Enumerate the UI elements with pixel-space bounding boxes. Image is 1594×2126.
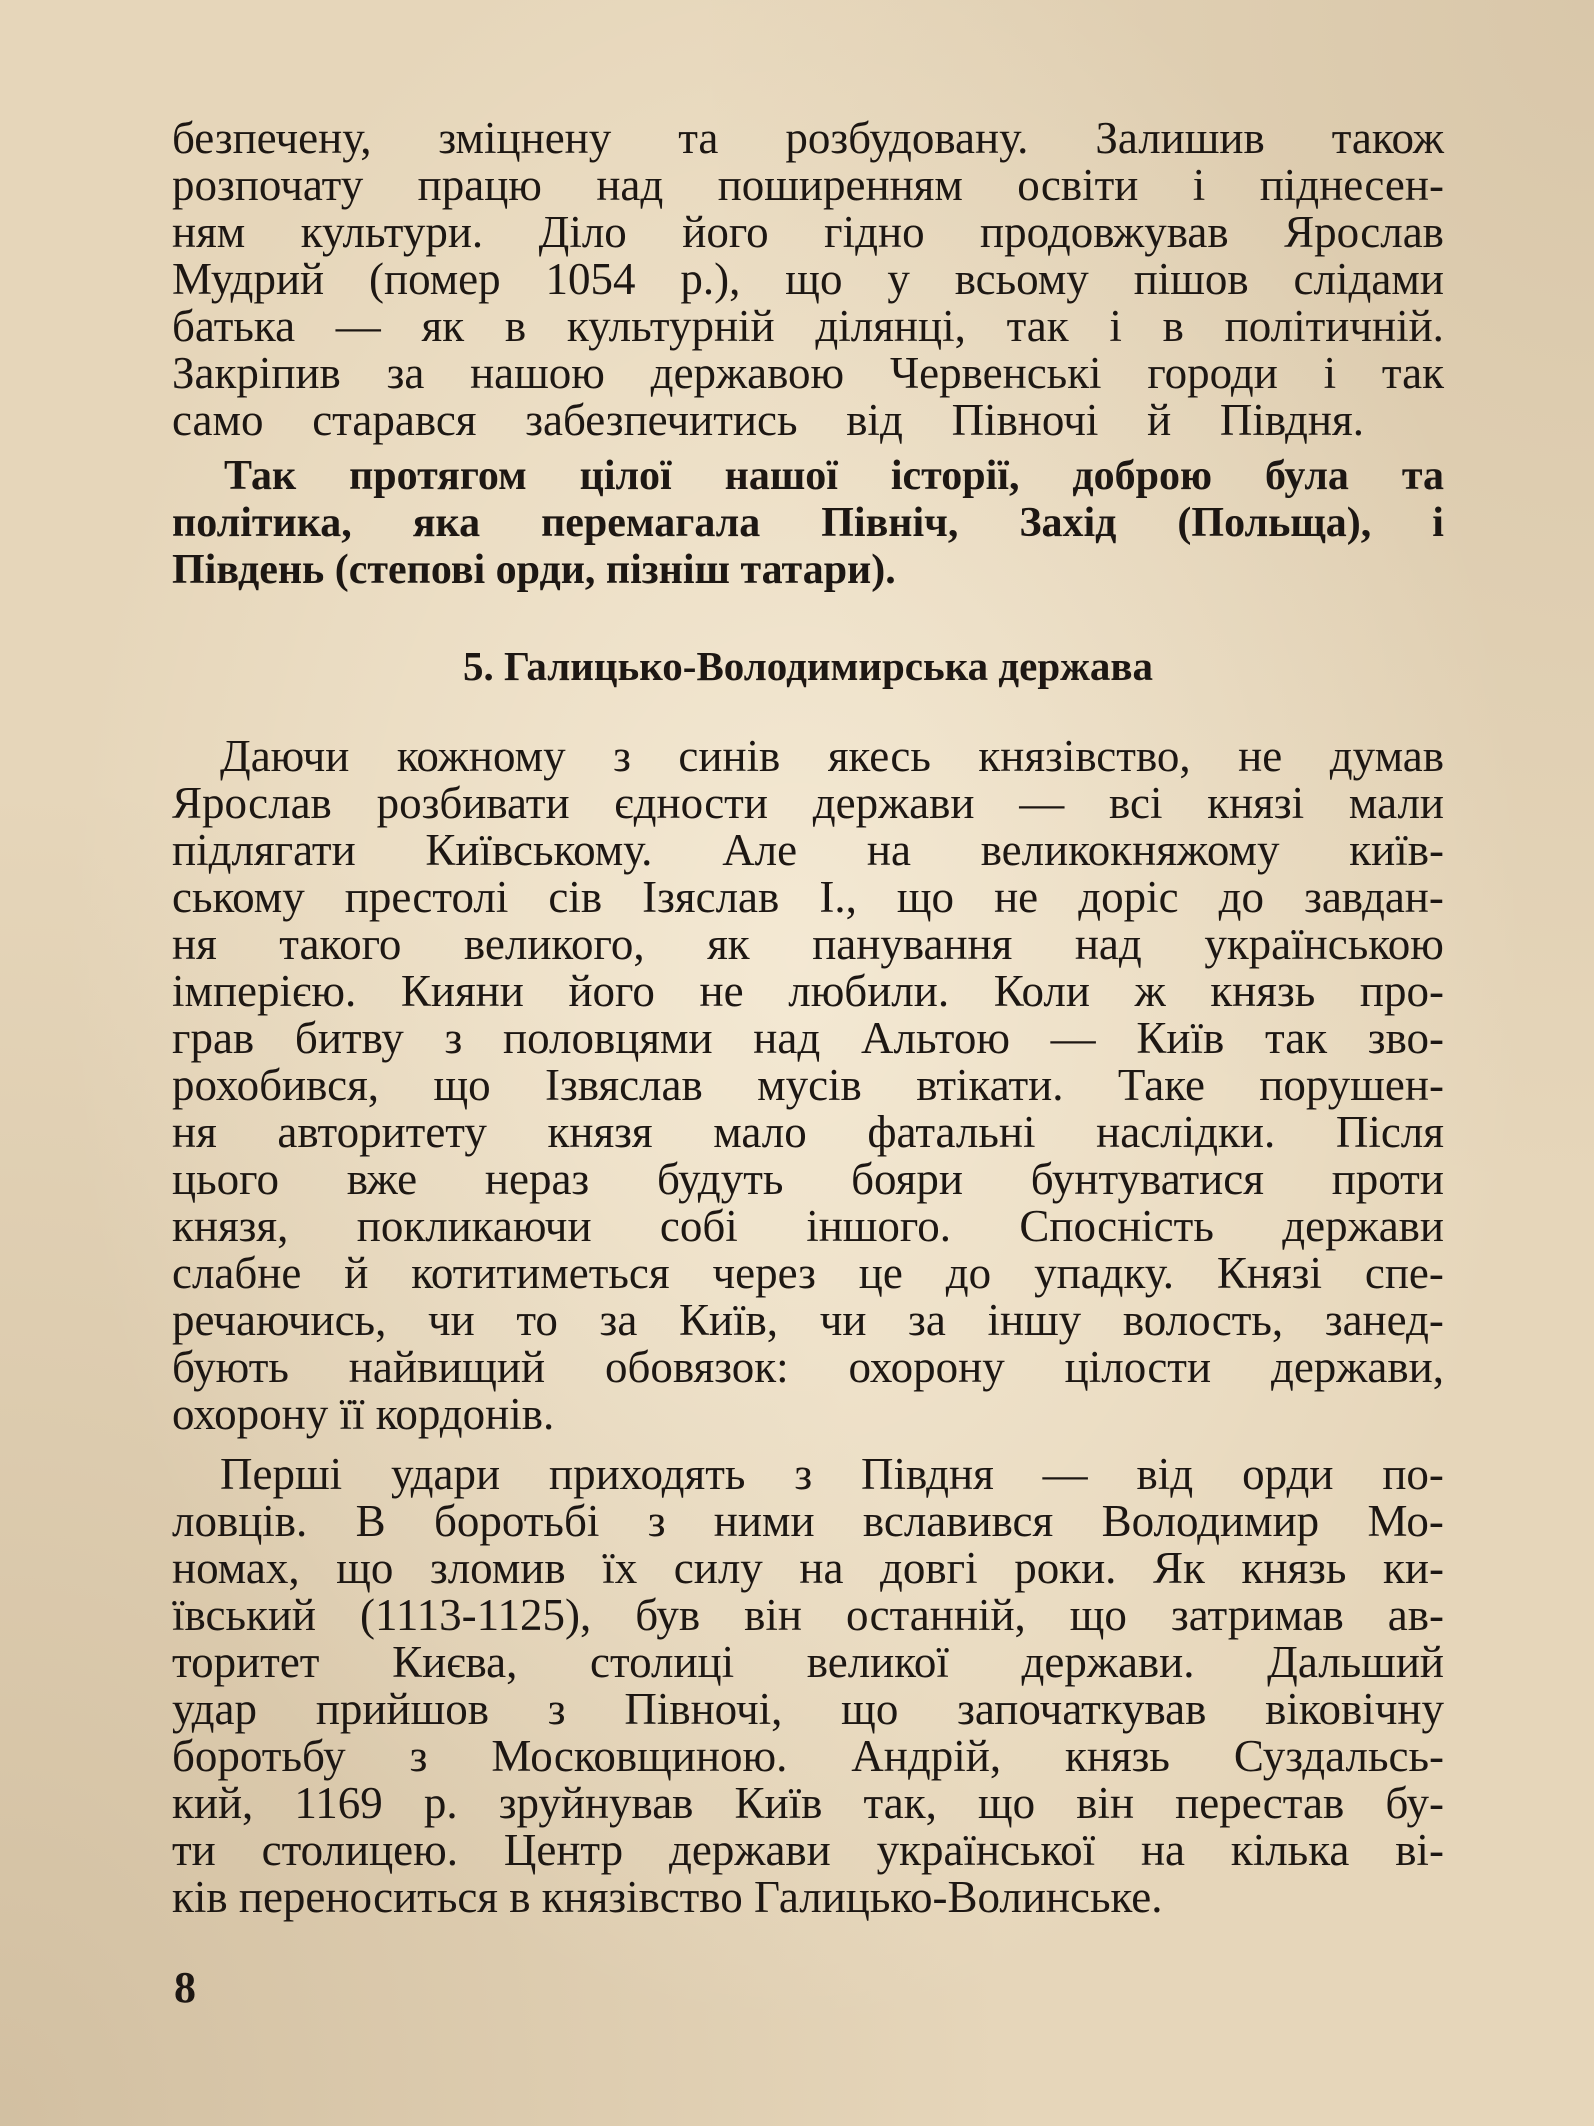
word: це xyxy=(858,1248,903,1298)
word: з xyxy=(613,731,631,781)
word: Києва, xyxy=(392,1637,518,1687)
word: ві- xyxy=(1395,1825,1444,1875)
word: розбудовану. xyxy=(785,113,1029,163)
word: великої xyxy=(806,1637,949,1687)
word: завдан- xyxy=(1304,872,1444,922)
word: мали xyxy=(1348,778,1444,828)
word: всьому xyxy=(954,254,1089,304)
word: прийшов xyxy=(315,1684,489,1734)
word: освіти xyxy=(1017,160,1139,210)
word: фатальні xyxy=(867,1107,1036,1157)
word: всі xyxy=(1109,778,1163,828)
word: обовязок: xyxy=(604,1342,789,1392)
word: нераз xyxy=(484,1154,590,1204)
text-line xyxy=(172,453,1444,500)
word: єдности xyxy=(614,778,768,828)
word: приходять xyxy=(549,1449,746,1499)
word: охорону xyxy=(848,1342,1005,1392)
word: великого, xyxy=(463,919,645,969)
text-line xyxy=(172,1780,1444,1827)
word: князівство, xyxy=(978,731,1191,781)
word: волость, xyxy=(1122,1295,1284,1345)
word: він xyxy=(1076,1778,1135,1828)
word: що xyxy=(1069,1590,1127,1640)
word: на xyxy=(866,825,911,875)
word: та xyxy=(1401,453,1444,499)
text-line xyxy=(172,350,1444,397)
word: чи xyxy=(819,1295,867,1345)
word: ними xyxy=(713,1496,815,1546)
word: Центр xyxy=(503,1825,624,1875)
text-line xyxy=(172,1639,1444,1686)
word: престолі xyxy=(344,872,509,922)
text-line xyxy=(172,500,1444,547)
word: в xyxy=(504,301,527,351)
word: й xyxy=(1147,395,1172,445)
text-line xyxy=(172,209,1444,256)
text-line xyxy=(172,1344,1444,1391)
word: що xyxy=(841,1684,899,1734)
word: роки. xyxy=(1014,1543,1117,1593)
word: цього xyxy=(172,1154,279,1204)
word: що xyxy=(896,872,955,922)
word: над xyxy=(753,1013,821,1063)
word: Залишив xyxy=(1095,113,1265,163)
word: Ярослав xyxy=(1284,207,1444,257)
word: так, xyxy=(863,1778,937,1828)
word: ловців. xyxy=(172,1496,308,1546)
word: державою xyxy=(650,348,845,398)
word: з xyxy=(444,1013,463,1063)
text-line xyxy=(172,1109,1444,1156)
word: поширенням xyxy=(717,160,963,210)
word: з xyxy=(547,1684,566,1734)
word: його xyxy=(682,207,769,257)
word: кілька xyxy=(1230,1825,1350,1875)
word: спе- xyxy=(1364,1248,1444,1298)
word: р.), xyxy=(680,254,741,304)
text-line xyxy=(172,1827,1444,1874)
word: такого xyxy=(279,919,402,969)
word: боротьбу xyxy=(172,1731,346,1781)
word: Мудрий xyxy=(172,254,325,304)
word: — xyxy=(1050,1013,1096,1063)
word: думав xyxy=(1329,731,1444,781)
word: зломив xyxy=(429,1543,566,1593)
text-line xyxy=(172,397,1444,444)
word: культури. xyxy=(300,207,484,257)
word: бу- xyxy=(1385,1778,1444,1828)
word: що xyxy=(785,254,843,304)
word: бояри xyxy=(851,1154,963,1204)
word: Дальший xyxy=(1267,1637,1444,1687)
word: держави xyxy=(1282,1201,1444,1251)
word: собі xyxy=(659,1201,738,1251)
word: від xyxy=(846,395,903,445)
word: з xyxy=(794,1449,813,1499)
word: слідами xyxy=(1293,254,1444,304)
word: культурній xyxy=(566,301,775,351)
word: великокняжому xyxy=(980,825,1280,875)
text-line: ків переноситься в князівство Галицько-Волинське. xyxy=(172,1872,1163,1922)
text-line xyxy=(172,256,1444,303)
word: за xyxy=(908,1295,946,1345)
word: Київ xyxy=(1136,1013,1225,1063)
word: за xyxy=(599,1295,638,1345)
word: працю xyxy=(417,160,542,210)
word: Але xyxy=(722,825,798,875)
word: Півдня. xyxy=(1219,395,1364,445)
word: його xyxy=(568,966,655,1016)
text-line xyxy=(172,780,1444,827)
word: вславився xyxy=(862,1496,1054,1546)
word: як xyxy=(421,301,465,351)
word: над xyxy=(596,160,664,210)
word: про- xyxy=(1359,966,1444,1016)
word: останній, xyxy=(846,1590,1026,1640)
word: з xyxy=(647,1496,666,1546)
word: на xyxy=(799,1543,844,1593)
text-line xyxy=(172,1062,1444,1109)
text-line xyxy=(172,827,1444,874)
word: піднесен- xyxy=(1259,160,1444,210)
paragraph-section-2 xyxy=(172,1451,1444,1921)
word: по- xyxy=(1382,1449,1444,1499)
text-line xyxy=(172,921,1444,968)
word: і xyxy=(1192,160,1206,210)
word: бують xyxy=(172,1342,289,1392)
word: р. xyxy=(423,1778,458,1828)
word: втікати. xyxy=(916,1060,1064,1110)
word: їх xyxy=(602,1543,638,1593)
word: слабне xyxy=(172,1248,302,1298)
word: — xyxy=(1042,1449,1088,1499)
word: яка xyxy=(412,500,481,546)
word: й xyxy=(344,1248,369,1298)
word: ївський xyxy=(172,1590,317,1640)
word: у xyxy=(887,254,910,304)
word: віковічну xyxy=(1265,1684,1444,1734)
word: ж xyxy=(1134,966,1166,1016)
word: ня xyxy=(172,919,217,969)
word: ділянці, xyxy=(815,301,966,351)
word: Даючи xyxy=(220,731,350,781)
word: ти xyxy=(172,1825,216,1875)
word: Московщиною. xyxy=(491,1731,788,1781)
word: Ярослав xyxy=(172,778,332,828)
word: Київському. xyxy=(425,825,653,875)
word: над xyxy=(1074,919,1142,969)
word: продовжував xyxy=(980,207,1229,257)
word: довгі xyxy=(880,1543,978,1593)
word: проти xyxy=(1331,1154,1444,1204)
word: від xyxy=(1136,1449,1194,1499)
word: через xyxy=(712,1248,816,1298)
word: що xyxy=(433,1060,491,1110)
word: князь xyxy=(1065,1731,1170,1781)
word: держави, xyxy=(1270,1342,1444,1392)
word: Таке xyxy=(1117,1060,1205,1110)
word: бунтуватися xyxy=(1030,1154,1264,1204)
word: городи xyxy=(1147,348,1278,398)
word: та xyxy=(678,113,719,163)
word: Півночі xyxy=(951,395,1099,445)
word: столицею. xyxy=(261,1825,459,1875)
word: — xyxy=(1019,778,1065,828)
word: речаючись, xyxy=(172,1295,387,1345)
word: і xyxy=(1109,301,1122,351)
word: українською xyxy=(1204,919,1444,969)
word: занед- xyxy=(1324,1295,1444,1345)
word: ському xyxy=(172,872,305,922)
word: зруйнував xyxy=(498,1778,694,1828)
word: цілої xyxy=(579,453,672,499)
word: ням xyxy=(172,207,246,257)
word: гідно xyxy=(824,207,925,257)
text-line xyxy=(172,1498,1444,1545)
word: Коли xyxy=(993,966,1090,1016)
text-line: Південь (степові орди, пізніш татари). xyxy=(172,547,896,593)
word: з xyxy=(409,1731,428,1781)
word: І., xyxy=(819,872,857,922)
text-line xyxy=(172,1451,1444,1498)
word: Спосність xyxy=(1019,1201,1214,1251)
word: нашої xyxy=(724,453,838,499)
word: політичній. xyxy=(1224,301,1444,351)
word: половцями xyxy=(503,1013,713,1063)
word: на xyxy=(1140,1825,1185,1875)
word: наслідки. xyxy=(1096,1107,1276,1157)
word: кожному xyxy=(396,731,566,781)
word: української xyxy=(876,1825,1096,1875)
word: імперією. xyxy=(172,966,357,1016)
word: також xyxy=(1331,113,1444,163)
text-line xyxy=(172,1015,1444,1062)
paragraph-section-1 xyxy=(172,733,1444,1438)
word: Київ, xyxy=(678,1295,779,1345)
word: Червенські xyxy=(889,348,1102,398)
word: і xyxy=(1432,500,1444,546)
word: не xyxy=(994,872,1039,922)
word: кий, xyxy=(172,1778,254,1828)
text-line xyxy=(172,1156,1444,1203)
word: Київ xyxy=(734,1778,823,1828)
word: Півдня xyxy=(860,1449,994,1499)
word: 1169 xyxy=(294,1778,383,1828)
text-line xyxy=(172,1592,1444,1639)
word: так xyxy=(1265,1013,1328,1063)
word: Суздальсь- xyxy=(1233,1731,1444,1781)
text-line xyxy=(172,1250,1444,1297)
word: князя xyxy=(547,1107,653,1157)
word: перемагала xyxy=(541,500,761,546)
word: торитет xyxy=(172,1637,320,1687)
word: так xyxy=(1006,301,1069,351)
word: Володимир xyxy=(1101,1496,1320,1546)
word: ки- xyxy=(1383,1543,1444,1593)
word: удар xyxy=(172,1684,258,1734)
word: В xyxy=(355,1496,386,1546)
word: цілости xyxy=(1064,1342,1212,1392)
word: старався xyxy=(312,395,477,445)
word: само xyxy=(172,395,264,445)
word: підлягати xyxy=(172,825,356,875)
word: Мо- xyxy=(1367,1496,1444,1546)
word: грав xyxy=(172,1013,255,1063)
word: ня xyxy=(172,1107,217,1157)
word: Півночі, xyxy=(624,1684,783,1734)
word: то xyxy=(516,1295,558,1345)
word: синів xyxy=(678,731,781,781)
text-line xyxy=(172,733,1444,780)
word: Перші xyxy=(220,1449,343,1499)
word: в xyxy=(1162,301,1184,351)
word: князь xyxy=(1241,1543,1347,1593)
word: (помер xyxy=(369,254,501,304)
paragraph-top xyxy=(172,115,1444,444)
word: Після xyxy=(1335,1107,1444,1157)
word: (1113-1125), xyxy=(360,1590,592,1640)
word: держави xyxy=(668,1825,831,1875)
word: Альтою xyxy=(860,1013,1010,1063)
word: чи xyxy=(427,1295,475,1345)
word: рохобився, xyxy=(172,1060,380,1110)
word: покликаючи xyxy=(356,1201,592,1251)
word: будуть xyxy=(656,1154,784,1204)
word: іншу xyxy=(987,1295,1082,1345)
word: мусів xyxy=(757,1060,862,1110)
word: панування xyxy=(812,919,1013,969)
word: що xyxy=(977,1778,1036,1828)
word: Ізвяслав xyxy=(544,1060,703,1110)
word: перестав xyxy=(1175,1778,1345,1828)
word: упадку. xyxy=(1034,1248,1174,1298)
word: якесь xyxy=(827,731,931,781)
word: за xyxy=(386,348,425,398)
word: Так xyxy=(224,453,297,499)
text-line xyxy=(172,1733,1444,1780)
word: орди xyxy=(1242,1449,1334,1499)
word: боротьбі xyxy=(433,1496,600,1546)
word: безпечену, xyxy=(172,113,372,163)
word: історії, xyxy=(890,453,1020,499)
word: князя, xyxy=(172,1201,289,1251)
word: політика, xyxy=(172,500,352,546)
word: столиці xyxy=(590,1637,735,1687)
word: нашою xyxy=(470,348,605,398)
word: котитиметься xyxy=(411,1248,670,1298)
text-line xyxy=(172,1686,1444,1733)
text-line xyxy=(172,303,1444,350)
word: (Польща), xyxy=(1177,500,1372,546)
word: пішов xyxy=(1133,254,1249,304)
text-line xyxy=(172,1203,1444,1250)
word: не xyxy=(699,966,744,1016)
text-line: охорону її кордонів. xyxy=(172,1389,555,1439)
text-line xyxy=(172,1297,1444,1344)
text-line xyxy=(172,968,1444,1015)
word: Андрій, xyxy=(851,1731,1002,1781)
word: Як xyxy=(1153,1543,1205,1593)
text-line xyxy=(172,115,1444,162)
word: Кияни xyxy=(400,966,524,1016)
word: і xyxy=(1323,348,1337,398)
word: так xyxy=(1381,348,1444,398)
word: не xyxy=(1238,731,1283,781)
word: забезпечитись xyxy=(525,395,798,445)
word: номах, xyxy=(172,1543,300,1593)
paragraph-bold-conclusion xyxy=(172,453,1444,594)
word: Північ, xyxy=(821,500,959,546)
word: до xyxy=(945,1248,992,1298)
word: розпочату xyxy=(172,160,364,210)
word: 1054 xyxy=(545,254,636,304)
word: київ- xyxy=(1349,825,1444,875)
word: вже xyxy=(346,1154,418,1204)
word: Діло xyxy=(538,207,627,257)
text-line xyxy=(172,1545,1444,1592)
word: Захід xyxy=(1019,500,1117,546)
text-line xyxy=(172,874,1444,921)
word: авторитету xyxy=(277,1107,487,1157)
word: Ізяслав xyxy=(642,872,780,922)
word: був xyxy=(635,1590,701,1640)
word: мало xyxy=(713,1107,807,1157)
word: ав- xyxy=(1387,1590,1444,1640)
word: Князі xyxy=(1216,1248,1322,1298)
word: доброю xyxy=(1072,453,1213,499)
word: сів xyxy=(548,872,603,922)
word: князі xyxy=(1207,778,1305,828)
word: порушен- xyxy=(1259,1060,1444,1110)
word: держави. xyxy=(1021,1637,1195,1687)
word: держави xyxy=(812,778,975,828)
word: силу xyxy=(673,1543,763,1593)
word: — xyxy=(335,301,381,351)
word: як xyxy=(707,919,750,969)
page-number: 8 xyxy=(174,1963,196,2012)
word: він xyxy=(744,1590,802,1640)
word: доріс xyxy=(1078,872,1179,922)
word: до xyxy=(1218,872,1265,922)
word: Закріпив xyxy=(172,348,341,398)
word: битву xyxy=(294,1013,404,1063)
word: любили. xyxy=(788,966,950,1016)
word: була xyxy=(1264,453,1349,499)
word: князь xyxy=(1210,966,1316,1016)
section-heading: 5. Галицько-Володимирська держава xyxy=(462,643,1154,689)
word: батька xyxy=(172,301,296,351)
word: зво- xyxy=(1367,1013,1444,1063)
word: удари xyxy=(391,1449,501,1499)
word: іншого. xyxy=(806,1201,952,1251)
word: протягом xyxy=(349,453,527,499)
word: зміцнену xyxy=(438,113,612,163)
text-line xyxy=(172,162,1444,209)
word: започаткував xyxy=(957,1684,1207,1734)
word: розбивати xyxy=(376,778,570,828)
word: найвищий xyxy=(348,1342,546,1392)
word: затримав xyxy=(1170,1590,1344,1640)
word: що xyxy=(336,1543,394,1593)
